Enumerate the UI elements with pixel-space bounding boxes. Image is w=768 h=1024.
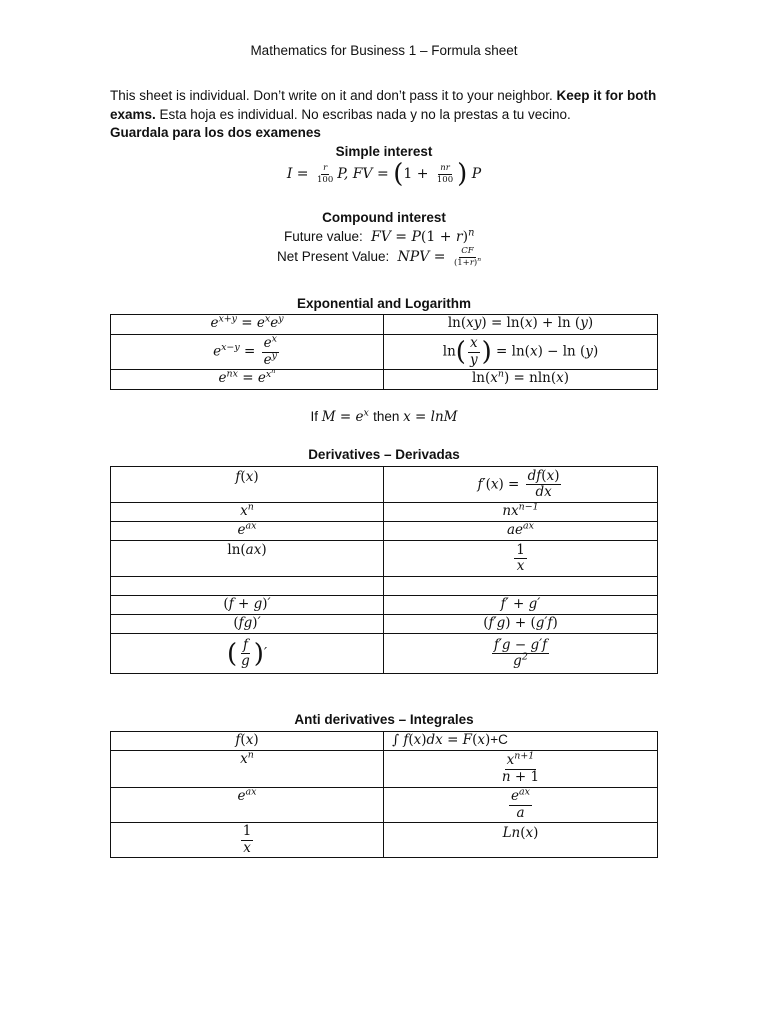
table-row bbox=[111, 615, 658, 634]
intro-bold-2: Guardala para los dos examenes bbox=[110, 125, 321, 140]
table-row bbox=[111, 335, 658, 370]
intro-text-2: Esta hoja es individual. No escribas nada y no la prestas a tu vecino. bbox=[155, 106, 571, 122]
quotient-rule-input: ( $\frac{f}{g}$ )′ bbox=[111, 634, 384, 674]
integral-reciprocal-input: $\frac{1}{x}$ bbox=[111, 823, 384, 858]
integral-function-header: f(x) bbox=[111, 732, 384, 751]
table-row bbox=[111, 541, 658, 577]
table-row bbox=[111, 823, 658, 858]
intro-paragraph bbox=[110, 87, 660, 143]
antiderivatives-table bbox=[110, 731, 658, 858]
npv-label: Net Present Value: bbox=[277, 249, 390, 264]
derivative-power-input: $x^n$ bbox=[111, 503, 384, 522]
intro-text-1: This sheet is individual. Don’t write on it and don’t pass it to your neighbor. bbox=[110, 88, 557, 103]
integral-power-input: $x^n$ bbox=[111, 751, 384, 788]
quotient-rule-output: $\frac{f'g - g'f}{g^2}$ bbox=[384, 634, 658, 674]
integral-notation-header: ∫ f(x)dx = F(x)+C bbox=[384, 732, 658, 751]
table-row bbox=[111, 732, 658, 751]
exp-difference-rule: $e^{x-y}$ = $\frac{e^x}{e^y}$ bbox=[111, 335, 384, 370]
future-value-label: Future value: bbox=[284, 229, 363, 244]
derivative-exp-output: $ae^{ax}$ bbox=[384, 522, 658, 541]
simple-interest-formula: I = $\frac{r}{100}$ P, FV = (1 + $\frac{nr}{100}$ ) P bbox=[286, 159, 482, 189]
integration-constant: +C bbox=[490, 732, 508, 747]
simple-interest-heading: Simple interest bbox=[335, 144, 433, 159]
table-row bbox=[111, 751, 658, 788]
log-power-rule: $\ln(x^n) = nln(x)$ bbox=[384, 370, 658, 390]
npv-line: Net Present Value: NPV = $\frac{CF}{(1+r)^n}$ bbox=[277, 246, 482, 268]
product-rule-input: (fg)′ bbox=[111, 615, 384, 634]
table-row bbox=[111, 596, 658, 615]
intro-bold-1: Keep it for both exams. bbox=[110, 88, 657, 122]
derivative-exp-input: $e^{ax}$ bbox=[111, 522, 384, 541]
sum-rule-input: (f + g)′ bbox=[111, 596, 384, 615]
table-row bbox=[111, 370, 658, 390]
sum-rule-output: f′ + g′ bbox=[384, 596, 658, 615]
integral-exp-output: $\frac{e^{ax}}{a}$ bbox=[384, 788, 658, 823]
empty-cell bbox=[384, 577, 658, 596]
log-product-rule: ln(xy) = ln(x) + ln (y) bbox=[384, 315, 658, 335]
integral-reciprocal-output: Ln(x) bbox=[384, 823, 658, 858]
page-title: Mathematics for Business 1 – Formula sheet bbox=[250, 43, 518, 58]
then-label: then bbox=[373, 409, 400, 424]
table-row bbox=[111, 788, 658, 823]
integral-exp-input: $e^{ax}$ bbox=[111, 788, 384, 823]
exp-sum-rule: $e^{x+y} = e^xe^y$ bbox=[111, 315, 384, 335]
log-quotient-rule: ln( $\frac{x}{y}$ ) = ln(x) − ln (y) bbox=[384, 335, 658, 370]
table-row bbox=[111, 577, 658, 596]
if-label: If bbox=[310, 409, 318, 424]
empty-cell bbox=[111, 577, 384, 596]
compound-interest-heading: Compound interest bbox=[322, 210, 446, 225]
derivatives-heading: Derivatives – Derivadas bbox=[308, 447, 460, 462]
integral-power-output: $\frac{x^{n+1}}{n + 1}$ bbox=[384, 751, 658, 788]
table-row bbox=[111, 522, 658, 541]
future-value-line: Future value: FV = $P(1 + r)^n$ bbox=[284, 227, 475, 245]
derivative-log-input: ln(ax) bbox=[111, 541, 384, 577]
table-row bbox=[111, 315, 658, 335]
exp-log-heading: Exponential and Logarithm bbox=[296, 296, 471, 311]
table-row bbox=[111, 634, 658, 674]
exp-log-table bbox=[110, 314, 658, 390]
exp-power-rule: $e^{nx} = e^{x^n}$ bbox=[111, 370, 384, 390]
exp-log-inverse: If $M = e^x$ then x = lnM bbox=[310, 407, 458, 425]
derivatives-table bbox=[110, 466, 658, 674]
derivative-log-output: $\frac{1}{x}$ bbox=[384, 541, 658, 577]
derivative-power-output: $nx^{n-1}$ bbox=[384, 503, 658, 522]
antiderivatives-heading: Anti derivatives – Integrales bbox=[294, 712, 474, 727]
derivative-notation-header: f′(x) = $\frac{df(x)}{dx}$ bbox=[384, 467, 658, 503]
product-rule-output: (f′g) + (g′f) bbox=[384, 615, 658, 634]
table-row bbox=[111, 503, 658, 522]
table-row bbox=[111, 467, 658, 503]
derivative-function-header: f(x) bbox=[111, 467, 384, 503]
